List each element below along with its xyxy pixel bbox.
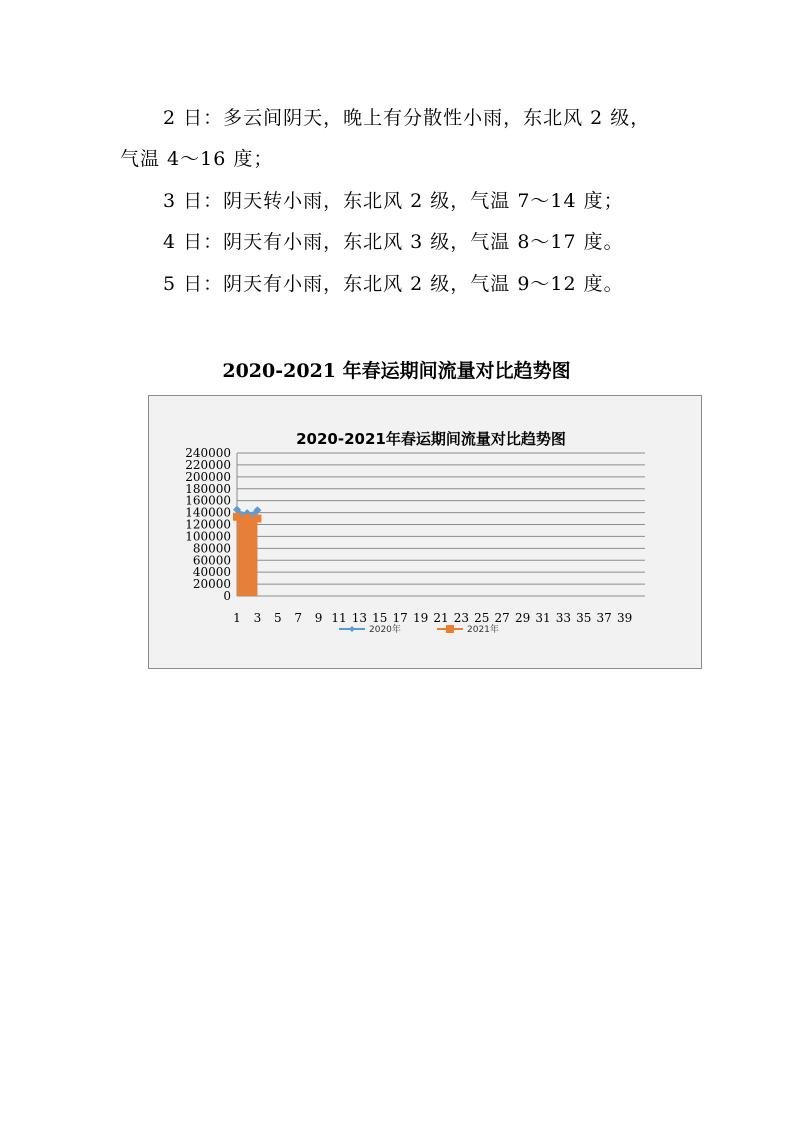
x-tick-label: 27	[494, 611, 510, 625]
legend-label: 2021年	[467, 625, 499, 635]
data-point-2021	[253, 515, 261, 523]
y-tick-label: 240000	[185, 446, 231, 460]
grid-lines	[237, 453, 645, 596]
weather-line-day3: 3 日：阴天转小雨，东北风 2 级，气温 7～14 度；	[163, 190, 624, 212]
x-tick-label: 7	[294, 611, 303, 625]
y-tick-label: 220000	[185, 457, 231, 472]
y-tick-label: 80000	[192, 541, 231, 556]
y-tick-label: 60000	[192, 553, 231, 568]
chart-frame	[148, 395, 702, 669]
weather-line-day5: 5 日：阴天有小雨，东北风 2 级，气温 9～12 度。	[163, 273, 624, 295]
legend-marker	[349, 626, 355, 632]
x-axis-ticks	[233, 611, 632, 625]
y-tick-label: 20000	[192, 577, 231, 592]
x-tick-label: 23	[453, 611, 470, 625]
legend-label: 2020年	[369, 625, 401, 635]
x-tick-label: 9	[314, 611, 323, 625]
x-tick-label: 25	[474, 611, 490, 625]
x-tick-label: 15	[372, 611, 388, 625]
data-point-2021	[243, 514, 251, 522]
x-tick-label: 17	[392, 611, 408, 625]
y-tick-label: 140000	[185, 505, 231, 520]
data-point-2021	[233, 513, 241, 521]
x-tick-label: 5	[273, 611, 282, 625]
x-tick-label: 21	[433, 611, 449, 625]
x-tick-label: 13	[351, 611, 368, 625]
y-tick-label: 0	[223, 589, 231, 603]
series-layer	[233, 506, 261, 596]
weather-line-day4: 4 日：阴天有小雨，东北风 3 级，气温 8～17 度。	[163, 231, 624, 253]
x-tick-label: 39	[616, 611, 633, 625]
y-tick-label: 100000	[185, 529, 231, 544]
y-tick-label: 180000	[185, 481, 231, 496]
x-tick-label: 33	[555, 611, 572, 625]
y-tick-label: 40000	[192, 565, 231, 580]
x-tick-label: 29	[514, 611, 531, 625]
y-tick-label: 120000	[185, 517, 231, 532]
weather-line-day2-cont: 气温 4～16 度；	[120, 148, 274, 170]
series-area-2021	[237, 517, 257, 596]
y-axis-ticks	[185, 446, 231, 603]
legend-marker	[446, 625, 454, 633]
y-tick-label: 200000	[185, 469, 231, 484]
x-tick-label: 11	[331, 611, 347, 625]
x-tick-label: 3	[253, 611, 262, 625]
x-tick-label: 37	[596, 611, 612, 625]
weather-line-day2: 2 日：多云间阴天，晚上有分散性小雨，东北风 2 级，	[163, 107, 651, 129]
x-tick-label: 1	[233, 611, 241, 625]
x-tick-label: 35	[576, 611, 592, 625]
x-tick-label: 19	[412, 611, 429, 625]
y-tick-label: 160000	[185, 493, 231, 508]
x-tick-label: 31	[535, 611, 551, 625]
flow-trend-chart	[149, 396, 701, 668]
document-chart-title: 2020-2021 年春运期间流量对比趋势图	[222, 360, 571, 382]
chart-title: 2020-2021年春运期间流量对比趋势图	[296, 430, 566, 448]
